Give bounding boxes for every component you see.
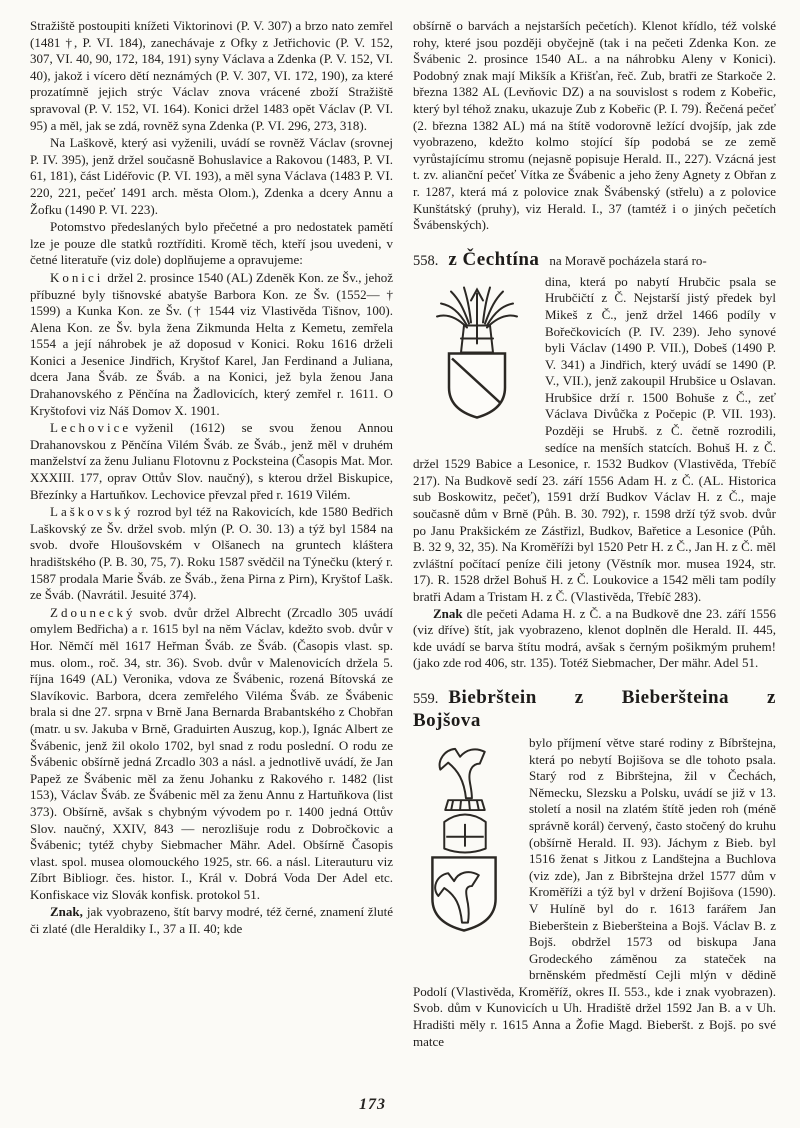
entry-558-heading <box>413 249 776 272</box>
paragraph: Potomstvo předeslaných bylo přečetné a pro nedostatek pamětí lze je pouze dle statků roztříditi. Kromě těch, kteří jsou uvedeni, v četné literatuře (viz dole) doplňujeme a opravujeme: <box>30 219 393 268</box>
znak-text: dle pečeti Adama H. z Č. a na Budkově dne 23. září 1556 (viz dříve) štít, jak vyobrazeno, klenot doplněn dle Herald. II. 445, kde uvádí se barva štítu modrá, avšak s černým pošikmým pruhem! (jako zde rod 406, str. 135). Totéž Siebmacher, Der mähr. Adel 51. <box>413 605 776 671</box>
entry-559-body <box>413 735 776 1050</box>
entry-558-znak-paragraph <box>413 606 776 672</box>
paragraph: Stražiště postoupiti knížeti Viktorinovi (P. V. 307) a brzo nato zemřel (1481 †, P. VI. 184), zanechávaje z Ofky z Jetřichovic (P. V. 152, 307, VI. 40, 90, 172, 184, 191) syny Václava a Zdenka (P. V. 152, VI. 40), jakož i vícero dětí neznámých (P. V. 307, VI. 172, 190), za které prozatímně jejich strýc Václav znova vrácené zboží Stražiště spravoval (P. V. 152, VI. 164). Konici držel 1483 opět Václav (P. VI. 95) a měl, jak se zdá, rovněž syna Zdenka (P. VI. 296, 273, 318). <box>30 18 393 133</box>
biebrstein-coat-of-arms-image <box>413 737 515 969</box>
paragraph-lead: Zdounecký <box>50 604 136 620</box>
znak-lead: Znak <box>433 605 463 621</box>
paragraph: obšírně o barvách a nejstarších pečetích). Klenot křídlo, též volské rohy, které jsou později obyčejně (tak i na pečeti Zdenka Kon. ze Švábenic 2. prosince 1540 AL. a na náhrobku Aleny v Konici). Podobný znak mají Mikšík a Křišťan, řeč. Zub, bratři ze Starkoče 2. března 1382 AL (Levňovic DZ) a na souvislost s rodem z Kobeřic, který byl téhož znaku, ukazuje Zub z Kobeřic (P. I. 79). Řečená pečeť (2. března 1382 AL) má na štítě vodorovně ležící dvojšíp, jak zde vyobrazeno, kdežto kolmo stojící šíp podobá se ze země vyrůstajícímu stromu (nejasně popisuje Herald. II., 227). Vzácná jest t. zv. alianční pečeť Vítka ze Švábenic a jeho ženy Agnety z Obřan z r. 1287, která má z polovice znak Švábenský (střelu) a z polovice Kunštátský (pruhy), viz Herald. I., 37 (tamtéž i o jiných pečetích Švábenských). <box>413 18 776 233</box>
entry-number: 559. <box>413 690 439 707</box>
entry-558-body <box>413 274 776 606</box>
paragraph: Na Laškově, který asi vyženili, uvádí se rovněž Václav (srovnej P. IV. 395), jenž držel současně Bohuslavice a Rakovou (1483, P. VI. 61, 181), část Lidéřovic (P. VI. 193), a měl syna Václava (1483 P. VI. 220, 221, pečeť 1491 arch. města Olom.), Zdenka a dcery Annu a Žofku (1490 P. VI. 223). <box>30 135 393 217</box>
right-column-continuation <box>413 18 776 234</box>
entry-558-text: dina, která po nabytí Hrubčic psala se Hrubčičtí z Č. Nejstarší jistý předek byl Mikeš z Č., jenž držel 1466 podíly v Bořečkovicích (P. IV. 239). Jeho synové byli Václav (1490 P. VII.), Dobeš (1490 P. V. 341) a Jindřich, který uvádí se 1490 (P. V., VII.), jenž zakoupil Hrubšice u Oslavan. Hrubšice drží r. 1500 Bohuše z Č., zeť Václava Divůčka z Počepic (P. VII. 193). Později se Hrubš. z Č. četně rozrodili, sedíce na menších statcích. Bohuš H. z Č. držel 1529 Babice a Lesonice, r. 1532 Budkov (Vlastivěda, Třebíč 217). Na Budkově sedí 23. září 1556 Adam H. z Č. (AL. Historica sub Boskowitz, pečeť), 1591 drží Budkov Václav H. z Č., maje současně dům v Brně (Půh. B. 30. 792), r. 1598 drží týž svob. dvůr po Janu Prakšickém ze Zástřizl, Budkov, Bařetice a Lesonice (Půh. B. 32 9, 32, 35). Na Kroměříži byl 1520 Petr H. z Č., Jan H. z Č. měl zvláštní počítací peníze čili jetony (Věstník mor. musea 1924, str. 17). R. 1528 držel Bohuš H. z Č. Loukovice a 1542 měli tam podíly bratři Adam a Tristam H. z Č. (Vlastivěda, Třebíč 283). <box>413 273 776 604</box>
entry-559 <box>413 687 776 1050</box>
two-column-layout <box>30 18 776 1050</box>
entry-title: z Čechtína <box>448 248 540 270</box>
entry-title: Biebrštein z Bieberšteina z Bojšova <box>413 686 776 731</box>
right-column <box>413 18 776 1050</box>
shield-with-bend-icon <box>427 278 527 446</box>
page-number: 173 <box>359 1096 386 1113</box>
entry-559-heading <box>413 687 776 733</box>
cechtina-coat-of-arms-image <box>427 278 527 446</box>
paragraph-lead: Konici <box>50 269 104 285</box>
entry-558 <box>413 249 776 672</box>
paragraph-lead: Laškovský <box>50 504 134 520</box>
paragraph: Laškovský rozrod byl též na Rakovicích, kde 1580 Bedřich Laškovský ze Šv. držel svob. mlýn (P. O. 30. 13) a týž byl 1584 na svob. dvoře Hloušovském v Olšanech na gruntech kláštera hradištského (P. B. 30, 75, 7). Roku 1587 svědčil na Týnečku (který r. 1587 prodala Marie Šváb. ze Šváb., žena Pirna z Pirn), Kryštof Lašk. ze Šváb. (Navrátil. Jesuité 374). <box>30 504 393 603</box>
entry-heading-text: na Moravě pocházela stará ro- <box>549 252 707 268</box>
entry-number: 558. <box>413 252 439 269</box>
paragraph: Zdounecký svob. dvůr držel Albrecht (Zrcadlo 305 uvádí omylem Bedřicha) a r. 1615 byl na něm Václav, kdežto svob. dvůr v Hor. Němčí měl 1617 Heřman Šváb. ze Šváb. (Časopis vlast. sp. mus. olom., roč. 34, str. 36). Svob. dvůr v Malenovicích držela 5. října 1649 (AL) Veronika, vdova ze Švábenic, rozená Bítovská ze Slavíkovic. Barbora, dcera zemřelého Viléma Šváb. ze Švábenic brala si dne 27. srpna v Brně Jana Bernarda Brabantského z Chobřan (matr. u sv. Jakuba v Brně, Graduirten Auszug, kop.), Ignác Albert ze Švábenic, jenž žil okolo 1702, byl snad z rodu poslední. O rodu ze Švábenic obšírně jedná Zrcadlo 303 a násl. a jednotlivě uvádí, že Jan Papež ze Švábenic měl za ženu Johanku z Rakového r. 1482 (list 153), Václav Šváb. ze Švábenic měl za ženu Annu z Hartuňkova (list 373). Obšírně, avšak s chybným vývodem po r. 1400 jedná Ottův Slov. naučný, XXIV, 843 — nerozlišuje rodu z Dobročkovic a Švábenic; tytéž chyby Siebmacher Mähr. Adel. Obšírně Časopis vlast. spol. musea olomouckého 1925, str. 66. a násl. Literauturu viz Zíbrt Bibliogr. čes. histor. I., Král v. Dobrá Voda Der Adel etc. Konfiskace viz Slovák konfisk. protokol 51. <box>30 604 393 902</box>
paragraph-lead: Lechovice <box>50 420 132 436</box>
shield-with-antler-icon <box>413 737 515 969</box>
paragraph: Konici držel 2. prosince 1540 (AL) Zdeněk Kon. ze Šv., jehož příbuzné byly tišnovské abatyše Barbora Kon. ze Šv. (1552— † 1599) a Kunka Kon. ze Šv. († 1544 viz Vlastivěda Tišnov, 100). Alena Kon. ze Šv. byla žena Zikmunda Helta z Kemetu, zemřela 1554 a její náhrobek je až doposud v Konici. Roku 1616 drželi Konici a Jesenice Jindřich, Kryštof Karel, Jan Ferdinand a Juliana, dcera Jana Šváb. ze Šváb. a na Konici, jež byla ženou Jana Drahanovského z Pěnčína na Žadlovicích, který zemřel r. 1611. O Kryštofovi viz Náš Domov X. 1901. <box>30 269 393 418</box>
paragraph-lead: Znak, <box>50 904 83 920</box>
entry-559-text: bylo příjmení větve staré rodiny z Bíbrštejna, která po nebytí Bojišova se dle tohoto psala. Starý rod z Bibrštejna, žil v Čechách, Německu, Slezsku a Polsku, uvádí se již v 13. století a nosil na zlatém štítě jeden roh (méně správně korál) červený, často stočený do kruhu (obšírně Herald. II. 93). Jáchym z Bieb. byl 1516 ženat s Jitkou z Landštejna a Buchlova (viz zde), Jan z Bibrštejna držel 1577 dům v Kroměříži a týž byl v držení Bojišova (1590). V Hulíně byl do r. 1613 farářem Jan Bieberštein z Bieberšteina a Bojš. Václav B. z Bojš. obdržel 1573 od biskupa Jana Grodeckého záměnou za stateček na brněnském předměstí Cejli mlýn v dědině Podolí (Vlastivěda, Kroměříž, okres II. 553., kde i znak vyobrazen). Svob. dům v Kunovicích u Uh. Hradiště držel 1592 Jan B. a v Uh. Hradišti měly r. 1615 Anna a Žofie Magd. Bieberšt. z Bojš. po své matce <box>413 734 776 1049</box>
paragraph: Lechovice vyženil (1612) se svou ženou Annou Drahanovskou z Pěnčína Vilém Šváb. ze Šváb., jenž měl v druhém manželství za ženu Julianu Flotovnu z Pocksteina (Časopis Mat. Mor. XXXIII. 177, oprav Ottův Slov. naučný), s kterou držel Biskupice, Březínky a Hartuňkov. Lechovice převzal před r. 1619 Vilém. <box>30 420 393 502</box>
left-column <box>30 18 393 1050</box>
paragraph: Znak, jak vyobrazeno, štít barvy modré, též černé, znamení žluté či zlaté (dle Heraldiky I., 37 a II. 40; kde <box>30 904 393 937</box>
